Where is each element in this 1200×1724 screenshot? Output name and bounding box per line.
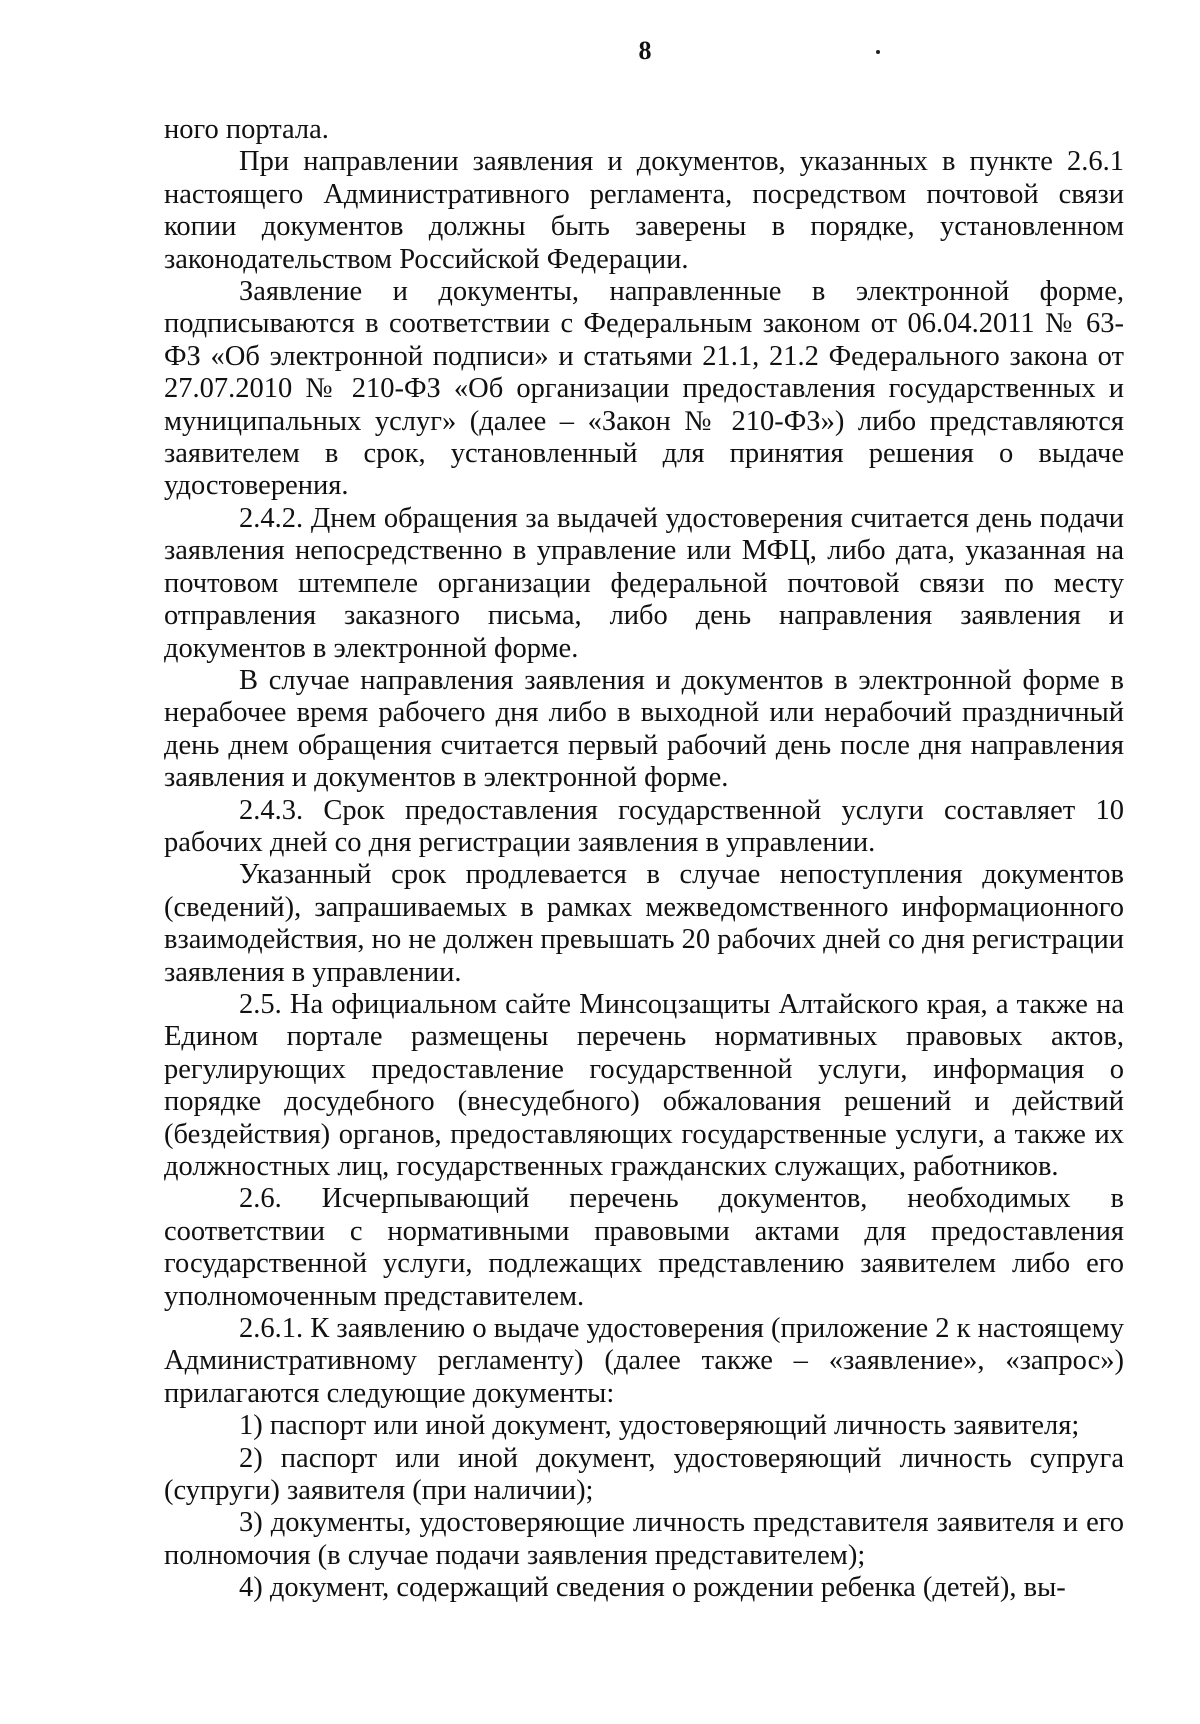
paragraph: 2.5. На официальном сайте Минсоцзащиты Алтайского края, а также на Едином портале размещены перечень нормативных правовых актов, регулирующих предоставление государственной услуги, информация о порядке досудебного (внесудебного) обжалования решений и действий (бездействия) органов, предоставляющих государственные услуги, а также их должностных лиц, государственных гражданских служащих, работников. [164, 988, 1124, 1182]
paragraph: Заявление и документы, направленные в электронной форме, подписываются в соответствии с Федеральным законом от 06.04.2011 № 63-ФЗ «Об электронной подписи» и статьями 21.1, 21.2 Федерального закона от 27.07.2010 № 210-ФЗ «Об организации предоставления государственных и муниципальных услуг» (далее – «Закон № 210-ФЗ») либо представляются заявителем в срок, установленный для принятия решения о выдаче удостоверения. [164, 276, 1124, 502]
paragraph: 2.4.3. Срок предоставления государственной услуги составляет 10 рабочих дней со дня регистрации заявления в управлении. [164, 794, 1124, 858]
document-body [164, 114, 1124, 1605]
paragraph: 2.6. Исчерпывающий перечень документов, необходимых в соответствии с нормативными правовыми актами для предоставления государственной услуги, подлежащих представлению заявителем либо его уполномоченным представителем. [164, 1183, 1124, 1312]
paragraph: 2.4.2. Днем обращения за выдачей удостоверения считается день подачи заявления непосредственно в управление или МФЦ, либо дата, указанная на почтовом штемпеле организации федеральной почтовой связи по месту отправления заказного письма, либо день направления заявления и документов в электронной форме. [164, 502, 1124, 664]
paragraph: Указанный срок продлевается в случае непоступления документов (сведений), запрашиваемых в рамках межведомственного информационного взаимодействия, но не должен превышать 20 рабочих дней со дня регистрации заявления в управлении. [164, 859, 1124, 988]
page-number: 8 [638, 36, 652, 65]
paragraph: 2.6.1. К заявлению о выдаче удостоверения (приложение 2 к настоящему Административному регламенту) (далее также – «заявление», «запрос») прилагаются следующие документы: [164, 1313, 1124, 1409]
list-item: 1) паспорт или иной документ, удостоверяющий личность заявителя; [239, 1410, 1080, 1442]
list-item: 2) паспорт или иной документ, удостоверяющий личность супруга (супруги) заявителя (при наличии); [164, 1442, 1124, 1507]
paragraph: В случае направления заявления и документов в электронной форме в нерабочее время рабочего дня либо в выходной или нерабочий праздничный день днем обращения считается первый рабочий день после дня направления заявления и документов в электронной форме. [164, 664, 1124, 794]
list-item: 3) документы, удостоверяющие личность представителя заявителя и его полномочия (в случае подачи заявления представителем); [164, 1507, 1124, 1571]
paragraph: При направлении заявления и документов, указанных в пункте 2.6.1 настоящего Административного регламента, посредством почтовой связи копии документов должны быть заверены в порядке, установленном законодательством Российской Федерации. [164, 146, 1124, 275]
list-item: 4) документ, содержащий сведения о рождении ребенка (детей), вы- [239, 1572, 1066, 1604]
scan-artifact-dot [876, 50, 880, 54]
paragraph: ного портала. [164, 114, 329, 145]
